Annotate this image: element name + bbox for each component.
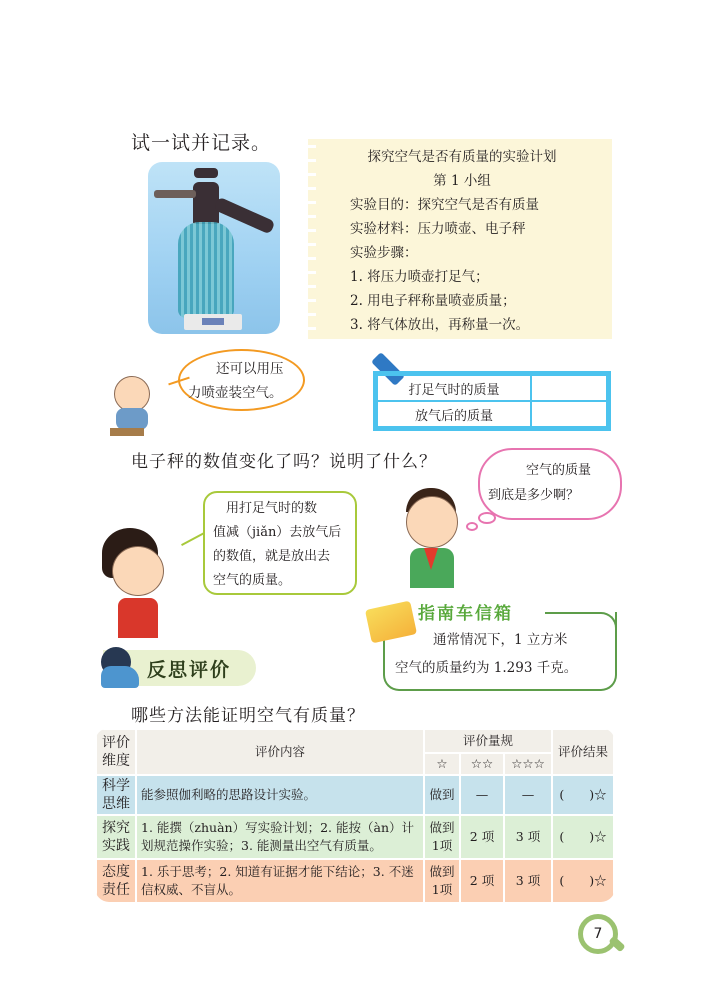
cloud-text: 到底是多少啊？ [488, 488, 580, 503]
star-level-3: ☆☆☆ [504, 753, 552, 775]
plan-step: 2. 用电子秤称量喷壶质量； [350, 293, 516, 309]
record-label: 打足气时的质量 [377, 375, 531, 401]
section-title: 试一试并记录。 [131, 132, 272, 154]
header-result: 评价结果 [552, 729, 614, 775]
plan-purpose: 实验目的：探究空气是否有质量 [350, 197, 539, 213]
plan-step: 1. 将压力喷壶打足气； [350, 269, 489, 285]
eval-s3: 3 项 [504, 859, 552, 902]
evaluation-table [95, 728, 615, 902]
eval-result-field[interactable]: ( )☆ [552, 859, 614, 902]
record-row [377, 375, 607, 401]
bubble-text: 力喷壶装空气。 [188, 385, 283, 401]
eval-dimension: 态度责任 [96, 859, 136, 902]
plan-materials: 实验材料：压力喷壶、电子秤 [350, 221, 526, 237]
sage-face-icon [114, 376, 150, 412]
bubble-text: 的数值，就是放出去 [213, 549, 331, 564]
magnifier-handle-icon [608, 936, 625, 953]
eval-result-field[interactable]: ( )☆ [552, 815, 614, 859]
question-prove-air-mass: 哪些方法能证明空气有质量？ [131, 706, 365, 726]
eval-content: 1. 能撰（zhuàn）写实验计划；2. 能按（àn）计划规范操作实验；3. 能测量出空气有质量。 [136, 815, 424, 859]
eval-header-row [96, 729, 614, 753]
plan-group: 第 1 小组 [433, 173, 491, 189]
eval-result-field[interactable]: ( )☆ [552, 775, 614, 815]
eval-content: 1. 乐于思考；2. 知道有证据才能下结论；3. 不迷信权威、不盲从。 [136, 859, 424, 902]
eval-s1: 做到 [424, 775, 460, 815]
eval-s1: 做到1项 [424, 815, 460, 859]
bubble-text: 还可以用压 [216, 361, 284, 377]
record-table [373, 371, 611, 431]
sage-stool-icon [110, 428, 144, 436]
record-value-cell[interactable] [531, 375, 607, 401]
record-row [377, 401, 607, 427]
eval-s3: 3 项 [504, 815, 552, 859]
star-level-1: ☆ [424, 753, 460, 775]
speech-bubble-green [203, 491, 357, 595]
tips-title: 指南车信箱 [418, 604, 513, 624]
eval-dimension: 科学思维 [96, 775, 136, 815]
eval-s2: 2 项 [460, 859, 504, 902]
speech-bubble-orange [178, 349, 305, 411]
eval-row [96, 815, 614, 859]
thought-cloud-pink [478, 448, 622, 520]
electronic-scale-icon [184, 314, 242, 330]
eval-dimension: 探究实践 [96, 815, 136, 859]
pump-knob-icon [194, 168, 218, 178]
eval-s1: 做到1项 [424, 859, 460, 902]
sprayer-photo [148, 162, 280, 334]
plan-steps-label: 实验步骤： [350, 245, 418, 261]
eval-row [96, 859, 614, 902]
boy-face-icon [406, 496, 458, 548]
cloud-puff [478, 512, 496, 524]
eval-row [96, 775, 614, 815]
reading-student-body-icon [101, 666, 139, 688]
plan-title: 探究空气是否有质量的实验计划 [367, 149, 557, 165]
question-scale-change: 电子秤的数值变化了吗？说明了什么？ [131, 452, 437, 472]
sage-character [104, 370, 164, 440]
record-value-cell[interactable] [531, 401, 607, 427]
header-dimension: 评价维度 [96, 729, 136, 775]
header-content: 评价内容 [136, 729, 424, 775]
sage-robe-icon [116, 408, 148, 430]
eval-s2: — [460, 775, 504, 815]
girl-dress-icon [118, 598, 158, 638]
reflect-title: 反思评价 [147, 659, 232, 681]
cloud-text: 空气的质量 [526, 463, 592, 478]
tips-text: 空气的质量约为 1.293 千克。 [395, 660, 578, 676]
bottle-icon [178, 222, 234, 318]
bubble-text: 值减（jiǎn）去放气后 [213, 525, 342, 540]
tips-text: 通常情况下，1 立方米 [433, 632, 568, 648]
boy-character [396, 488, 476, 588]
torn-edge [308, 139, 316, 339]
eval-content: 能参照伽利略的思路设计实验。 [136, 775, 424, 815]
plan-step: 3. 将气体放出，再称量一次。 [350, 317, 530, 333]
eval-s3: — [504, 775, 552, 815]
eval-s2: 2 项 [460, 815, 504, 859]
header-scale: 评价量规 [424, 729, 552, 753]
page-number-badge: 7 [578, 914, 618, 954]
bubble-text: 用打足气时的数 [213, 501, 318, 516]
girl-face-icon [112, 546, 164, 596]
record-label: 放气后的质量 [377, 401, 531, 427]
experiment-plan-note [312, 139, 612, 339]
nozzle-icon [154, 190, 196, 198]
star-level-2: ☆☆ [460, 753, 504, 775]
bubble-text: 空气的质量。 [213, 573, 292, 588]
